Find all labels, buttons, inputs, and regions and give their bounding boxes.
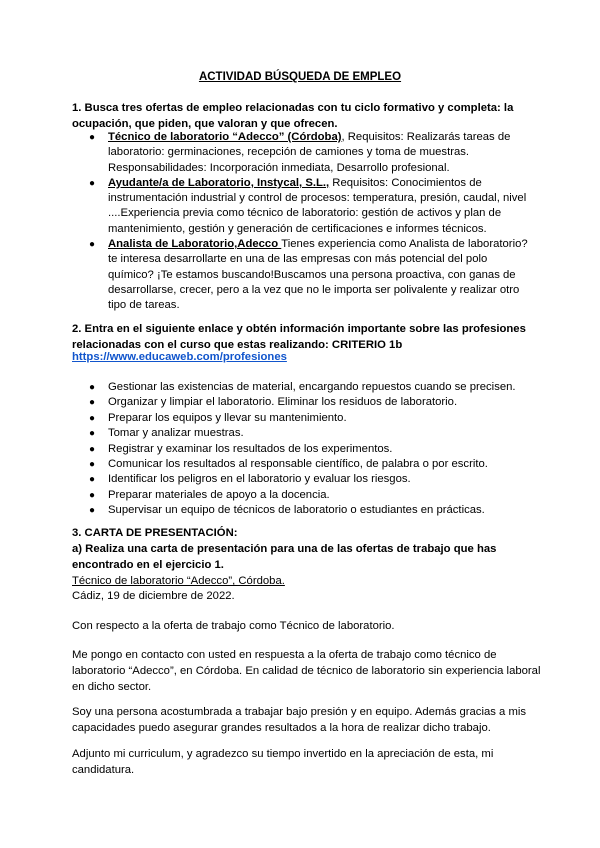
task-item [72,380,542,395]
bullet-icon: ● [89,474,96,486]
task-item [72,442,542,457]
task-item [72,457,542,472]
offer-text: , Requisitos: Realizarás tareas de laboratorio: germinaciones, recepción de camiones y toma de muestras. Responsabilidades: Incorporación inmediata, Desarrollo profesional. [108,131,511,174]
bullet-icon: ● [89,443,96,455]
task-text: Comunicar los resultados al responsable científico, de palabra o por escrito. [108,458,488,471]
bullet-icon: ● [89,505,96,517]
bullet-icon: ● [89,459,96,471]
letter-paragraph: Me pongo en contacto con usted en respuesta a la oferta de trabajo como técnico de laboratorio “Adecco”, en Córdoba. En calidad de técnico de laboratorio sin experiencia laboral en dicho sector. [72,649,541,693]
task-text: Identificar los peligros en el laboratorio y evaluar los riesgos. [108,473,411,486]
task-text: Organizar y limpiar el laboratorio. Eliminar los residuos de laboratorio. [108,396,458,409]
offer-item [72,130,532,176]
letter-date: Cádiz, 19 de diciembre de 2022. [72,590,235,602]
letter-subject: Con respecto a la oferta de trabajo como Técnico de laboratorio. [72,620,395,632]
task-item [72,426,542,441]
offer-title: Analista de Laboratorio,Adecco [108,238,282,251]
offers-list [72,130,532,314]
letter-paragraph: Adjunto mi curriculum, y agradezco su tiempo invertido en la apreciación de esta, mi candidatura. [72,748,494,776]
letter-paragraph: Soy una persona acostumbrada a trabajar bajo presión y en equipo. Además gracias a mis capacidades puedo asegurar grandes resultados a la hora de realizar dicho trabajo. [72,706,527,734]
offer-item [72,176,532,237]
task-item [72,395,542,410]
bullet-icon: ● [89,239,96,251]
document-title: ACTIVIDAD BÚSQUEDA DE EMPLEO [198,71,402,83]
bullet-icon: ● [89,132,96,143]
task-text: Preparar los equipos y llevar su mantenimiento. [108,411,347,424]
offer-title: Ayudante/a de Laboratorio, Instycal, S.L., [108,176,330,189]
task-item [72,488,542,503]
offer-title: Técnico de laboratorio “Adecco” (Córdoba) [108,131,342,143]
section2-heading: 2. Entra en el siguiente enlace y obtén información importante sobre las profesiones relacionadas con el curso que estas realizando: CRITERIO 1b [72,323,526,351]
bullet-icon: ● [89,397,96,409]
task-item [72,411,542,426]
educaweb-link[interactable]: https://www.educaweb.com/profesiones [72,351,287,363]
bullet-icon: ● [89,489,96,501]
bullet-icon: ● [89,428,96,440]
task-text: Tomar y analizar muestras. [108,427,244,440]
bullet-icon: ● [89,412,96,424]
section3-subheading: a) Realiza una carta de presentación para una de las ofertas de trabajo que has encontrado en el ejercicio 1. [72,543,497,571]
offer-reference: Técnico de laboratorio “Adecco”, Córdoba. [72,575,285,587]
offer-item [72,237,532,313]
section1-heading: 1. Busca tres ofertas de empleo relacionadas con tu ciclo formativo y completa: la ocupación, que piden, que valoran y que ofrecen. [72,102,514,130]
task-item [72,472,542,487]
bullet-icon: ● [89,382,96,393]
bullet-icon: ● [89,177,96,189]
task-text: Gestionar las existencias de material, encargando repuestos cuando se precisen. [108,381,516,393]
task-text: Preparar materiales de apoyo a la docencia. [108,488,330,501]
task-item [72,503,542,518]
offer-text: Tienes experiencia como Analista de laboratorio? te interesa desarrollarte en una de las empresas con más potencial del polo químico? ¡Te estamos buscando!Buscamos una persona proactiva, con ganas de desarrollarse, crecer, pero a la vez que no le importa ser polivalente y realizar otro tipo de tareas. [108,238,528,312]
task-text: Supervisar un equipo de técnicos de laboratorio o estudiantes en prácticas. [108,504,485,517]
task-text: Registrar y examinar los resultados de los experimentos. [108,442,393,455]
offer-text: Requisitos: Conocimientos de instrumentación industrial y control de procesos: temperatura, presión, caudal, nivel ....Experiencia previa como técnico de laboratorio: gestión de activos y plan de mantenimiento, gestión y generación de certificaciones e informes técnicos. [108,176,527,235]
section3-heading: 3. CARTA DE PRESENTACIÓN: [72,527,238,539]
tasks-list [72,380,542,519]
